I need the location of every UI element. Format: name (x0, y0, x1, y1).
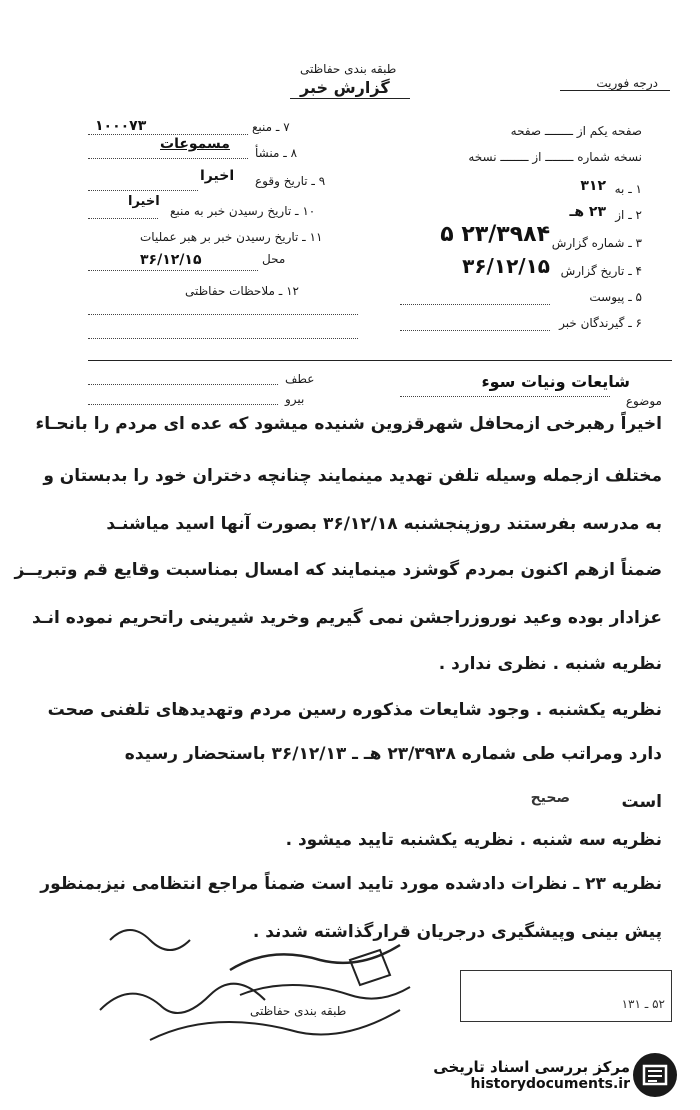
registration-stamp (460, 970, 672, 1022)
origin-label: ۸ ـ منشأ (255, 146, 298, 160)
dotline (400, 304, 550, 305)
body-line: نظریه ۲۳ ـ نظرات دادشده مورد تایید است ضمناً مراجع انتظامی نیزبمنظور (40, 874, 662, 894)
body-line: پیش بینی وپیشگیری درجریان قرارگذاشته شدند . (252, 922, 662, 942)
classification-label: طبقه بندی حفاظتی (300, 62, 397, 76)
watermark-title: مرکز بررسی اسناد تاریخی (433, 1058, 630, 1076)
attachment-label: ۵ ـ پیوست (589, 290, 642, 304)
to-label: ۱ ـ به (614, 182, 642, 196)
occurrence-date-value: اخیرا (200, 168, 235, 184)
from-label: ۲ ـ از (615, 208, 642, 222)
copy-counter: نسخه شماره ــــــــ از ــــــــ نسخه (468, 150, 642, 164)
form-title: گزارش خبر (300, 78, 390, 97)
report-date-value: ۳۶/۱۲/۱۵ (462, 254, 550, 278)
dotline (88, 404, 278, 405)
bottom-classification-label: طبقه بندی حفاظتی (250, 1004, 347, 1018)
recipients-label: ۶ ـ گیرندگان خبر (559, 316, 642, 330)
title-underline (290, 98, 410, 99)
priority-underline (560, 90, 670, 91)
signature-scribbles-icon (90, 900, 510, 1060)
dotline (88, 338, 358, 339)
margin-note: صحیح (530, 790, 570, 806)
body-line: نظریه یکشنبه . وجود شایعات مذکوره رسین مردم وتهدیدهای تلفنی صحت (47, 700, 662, 720)
archive-logo-icon (630, 1050, 680, 1100)
subject-value: شایعات ونیات سوء (481, 372, 630, 391)
stamp-number: ۵۲ ـ ۱۳۱ (621, 997, 665, 1011)
body-line: اخیراً رهبرخی ازمحافل شهرقزوین شنیده میشود که عده ای مردم را بانحـاء (35, 414, 662, 434)
dotline (88, 314, 358, 315)
dotline (88, 384, 278, 385)
dotline (400, 330, 550, 331)
body-line: به مدرسه بفرستند روزپنجشنبه ۳۶/۱۲/۱۸ بصورت آنها اسید میاشنـد (106, 514, 662, 534)
dotline (88, 134, 248, 135)
from-value: ۲۳ هـ (569, 204, 606, 220)
follow-up-label: بیرو (285, 392, 305, 406)
place-label: محل (262, 252, 286, 266)
priority-label: درجه فوریت (596, 76, 658, 90)
body-line: مختلف ازجمله وسیله تلفن تهدید مینمایند چنانچه دختران خود را بدبستان و (43, 466, 662, 486)
archive-watermark (433, 1058, 630, 1092)
report-date-label: ۴ ـ تاریخ گزارش (560, 264, 642, 278)
report-number-label: ۳ ـ شماره گزارش (551, 236, 642, 250)
received-by-source-value: اخیرا (128, 194, 160, 209)
subject-label: موضوع (625, 394, 662, 408)
header-separator (88, 360, 672, 361)
body-line: نظریه شنبه . نظری ندارد . (438, 654, 662, 674)
body-line: دارد ومراتب طی شماره ۲۳/۳۹۳۸ هـ ـ ۳۶/۱۲/۱۳ باستحضار رسیده (124, 744, 662, 764)
dotline (88, 190, 198, 191)
body-line: ضمناً ازهم اکنون بمردم گوشزد مینمایند که امسال بمناسبت وقایع قم وتبریــز (14, 560, 662, 580)
origin-value: مسموعات (160, 136, 230, 152)
received-by-ops-value: ۳۶/۱۲/۱۵ (140, 252, 202, 268)
body-line: عزادار بوده وعید نوروزراجشن نمی گیریم وخرید شیرینی راتحریم نموده انـد (32, 608, 662, 628)
received-by-source-label: ۱۰ ـ تاریخ رسیدن خبر به منبع (170, 204, 316, 218)
dotline (88, 158, 248, 159)
report-number-value: ۲۳/۳۹۸۴ ۵ (440, 222, 550, 247)
received-by-ops-label: ۱۱ ـ تاریخ رسیدن خبر بر هبر عملیات (140, 230, 323, 244)
dotline (400, 396, 610, 397)
body-line: نظریه سه شنبه . نظریه یکشنبه تایید میشود . (285, 830, 662, 850)
security-notes-label: ۱۲ ـ ملاحظات حفاظتی (185, 284, 299, 298)
reference-label: عطف (285, 372, 315, 386)
watermark-url: historydocuments.ir (470, 1076, 630, 1092)
to-value: ۳۱۲ (580, 178, 606, 194)
body-line: است (621, 792, 662, 812)
dotline (88, 218, 158, 219)
occurrence-date-label: ۹ ـ تاریخ وقوع (255, 174, 326, 188)
page-counter: صفحه یکم از ــــــــ صفحه (510, 124, 642, 138)
dotline (88, 270, 258, 271)
source-label: ۷ ـ منبع (252, 120, 290, 134)
source-value: ۱۰۰۰۷۳ (95, 118, 147, 134)
